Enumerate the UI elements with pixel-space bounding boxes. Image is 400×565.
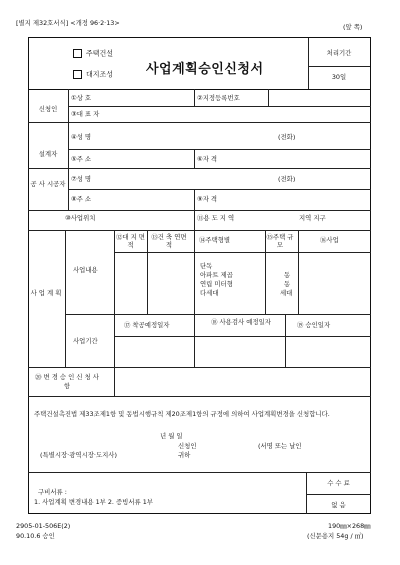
form-number: [별지 제32호서식] <개정 96·2·13>	[16, 19, 120, 27]
field-designer-address: ⑤주 소	[71, 155, 92, 163]
col-business: ⑯사업	[320, 236, 339, 244]
paper-size: 190㎜×268㎜	[328, 522, 371, 530]
period-label: 사업기간	[73, 337, 98, 345]
paper-type: (신문용지 54g / ㎡)	[307, 532, 364, 540]
fee-label: 수 수 료	[327, 479, 350, 487]
option-site[interactable]: 대지조성	[73, 70, 113, 79]
page-side: (앞 쪽)	[343, 23, 363, 31]
form-code: 2905-01-506E(2)	[16, 522, 71, 530]
type-multi-family: 다세대	[200, 289, 219, 297]
designer-section: 설계자	[38, 150, 58, 158]
designer-phone: (전화)	[278, 133, 296, 141]
type-row-house: 연립 미터형	[200, 280, 233, 288]
processing-period-label: 처리기간	[326, 49, 352, 57]
col-housing-scale: ⑮주택 규모	[266, 233, 294, 249]
field-representative: ③대 표 자	[71, 110, 100, 118]
start-date-label: ⑰ 착공예정일자	[124, 321, 170, 329]
field-zoning: ⑪용 도 지 역	[197, 214, 235, 222]
checkbox-housing[interactable]	[73, 49, 82, 58]
attachments-label: 구비서류 :	[38, 488, 67, 496]
statement-addressee: (특별시장·광역시장·도지사)	[40, 451, 117, 459]
field-contractor-name: ⑦성 명	[71, 175, 92, 183]
inspection-date-label: ⑱ 사용검사 예정일자	[211, 318, 271, 326]
change-request-label: ⑳ 변 경 승 인 신 청 사 항	[35, 373, 99, 390]
contractor-phone: (전화)	[278, 175, 296, 183]
form-title: 사업계획승인신청서	[146, 62, 264, 77]
type-detached: 단독	[200, 262, 213, 270]
approval-date-label: ⑲ 승인일자	[297, 321, 331, 329]
applicant-section: 신청인	[38, 105, 58, 113]
statement-text: 주택건설촉진법 제33조제1항 및 동법시행규칙 제20조제1항의 규정에 의하여 사업계획변경을 신청합니다.	[34, 410, 330, 418]
zoning-value: 지역 지구	[299, 214, 326, 222]
col-site-area: ⑫대 지 면 적	[116, 233, 145, 249]
statement-signature: (서명 또는 날인	[258, 442, 302, 450]
field-registration: ②지정등록번호	[197, 94, 240, 102]
statement-applicant: 신청인	[178, 442, 197, 450]
approval-note: 90.10.6 승인	[16, 532, 55, 540]
fee-value: 없 음	[331, 501, 346, 509]
field-designer-qualification: ⑥자 격	[197, 155, 218, 163]
col-floor-area: ⑬건 축 연면적	[151, 233, 187, 249]
field-contractor-address: ⑧주 소	[71, 195, 92, 203]
statement-honorific: 귀하	[178, 451, 191, 459]
content-label: 사업내용	[73, 266, 98, 274]
unit-household: 세대	[280, 289, 293, 297]
processing-days: 30일	[331, 73, 347, 81]
unit-building-1: 동	[284, 271, 291, 279]
col-housing-type: ⑭주택형별	[199, 236, 231, 244]
contractor-section: 공 사 시공자	[30, 180, 66, 188]
plan-section: 사 업 계 획	[30, 289, 62, 297]
option-housing[interactable]: 주택건설	[73, 49, 113, 58]
field-contractor-qualification: ⑨자 격	[197, 195, 218, 203]
attachments-items: 1. 사업계획 변경내용 1부 2. 증빙서류 1부	[34, 498, 153, 506]
field-site-location: ⑩사업위치	[65, 214, 96, 222]
unit-building-2: 동	[284, 280, 291, 288]
field-designer-name: ④성 명	[71, 133, 92, 141]
checkbox-site[interactable]	[73, 70, 82, 79]
statement-date: 년 월 일	[160, 432, 183, 440]
field-company: ①상 호	[71, 94, 92, 102]
type-apartment: 아파트 제곱	[200, 271, 233, 279]
